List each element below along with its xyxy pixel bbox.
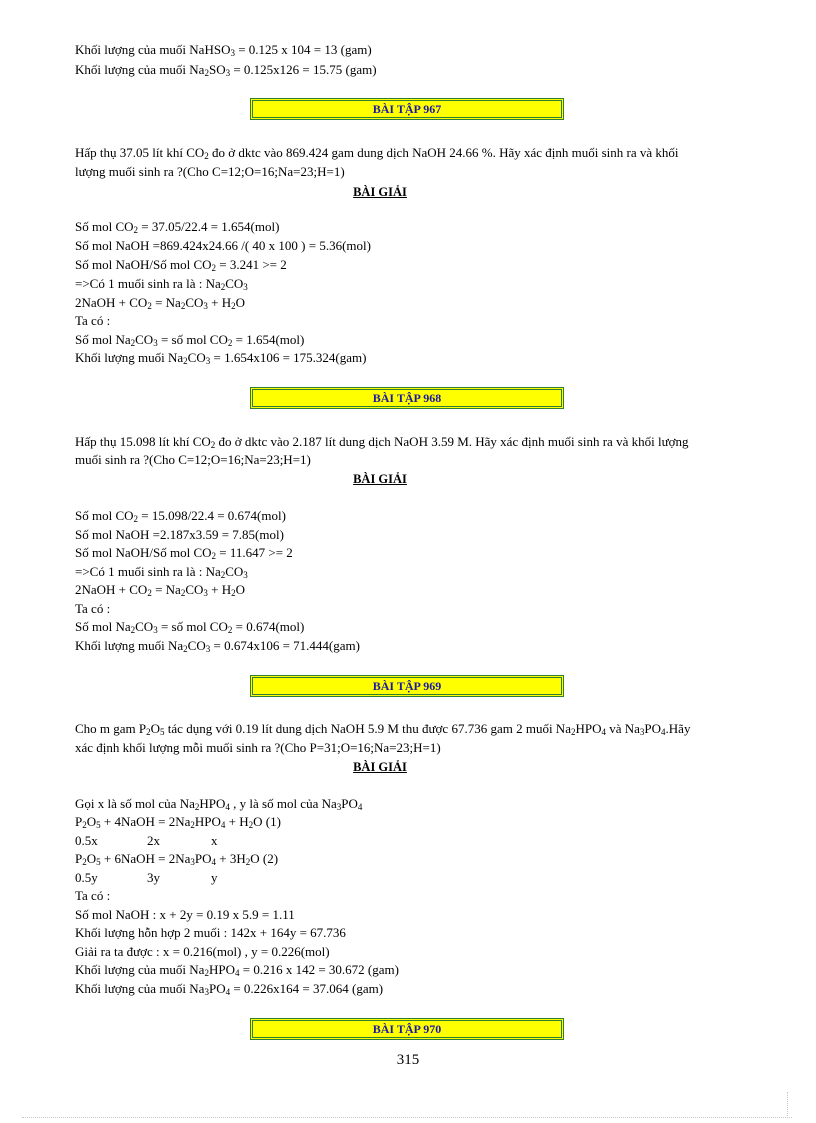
solution-line: Số mol NaOH =869.424x24.66 /( 40 x 100 ) = 5.36(mol) [75,238,371,253]
solution-heading: BÀI GIẢI [353,185,407,199]
solution-line: Khối lượng hỗn hợp 2 muối : 142x + 164y = 67.736 [75,925,346,940]
text-line: Khối lượng của muối NaHSO$_3$ = 0.125 x 104 = 13 (gam) [75,42,372,58]
solution-line: 0.5y 3y y [75,870,218,885]
solution-line: =>Có 1 muối sinh ra là : $Na_2CO_3$ [75,564,248,580]
exercise-title-968: BÀI TẬP 968 [250,387,564,409]
solution-line: Ta có : [75,601,111,616]
problem-text: Cho m gam $P_2O_5$ tác dụng với 0.19 lít dung dịch NaOH 5.9 M thu được 67.736 gam 2 muối $Na_2HPO_4$ và $Na_3PO_4.Hãy$ [75,721,691,737]
text-line: Khối lượng của muối $Na_2SO_3 = 0.125x126 = 15.75$ (gam) [75,62,377,78]
problem-text: Hấp thụ 37.05 lít khí $CO_2$ đo ở dktc vào 869.424 gam dung dịch NaOH 24.66 %. Hãy xác định muối sinh ra và khối [75,145,679,161]
solution-line: Số mol NaOH/Số mol $CO_2 = 3.241 >= 2$ [75,257,287,273]
solution-line: =>Có 1 muối sinh ra là : $Na_2CO_3$ [75,276,248,292]
solution-line: 2NaOH + $CO_2 = Na_2CO_3 + H_2O$ [75,582,246,598]
solution-line: 0.5x 2x x [75,833,218,848]
solution-line: 2NaOH + $CO_2 = Na_2CO_3 + H_2O$ [75,295,246,311]
page-border-dotted-vertical [787,1092,788,1116]
solution-line: Giải ra ta được : x = 0.216(mol) , y = 0.226(mol) [75,944,330,959]
solution-line: Khối lượng của muối $Na_3PO_4 = 0.226x164 = 37.064$ (gam) [75,981,384,997]
problem-text: Hấp thụ 15.098 lít khí $CO_2$ đo ở dktc vào 2.187 lít dung dịch NaOH 3.59 M. Hãy xác định muối sinh ra và khối lượng [75,434,689,450]
problem-text: lượng muối sinh ra ?(Cho C=12;O=16;Na=23;H=1) [75,164,345,179]
solution-line: Số mol $CO_2 = 15.098/22.4 = 0.674(mol)$ [75,508,286,524]
solution-line: Ta có : [75,888,111,903]
page-number: 315 [396,1052,420,1068]
solution-heading: BÀI GIẢI [353,760,407,774]
solution-line: Khối lượng của muối $Na_2HPO_4 = 0.216$ x 142 = 30.672 (gam) [75,962,399,978]
solution-line: $P_2O_5$ + 4NaOH = $2Na_2HPO_4 + H_2O$ (1) [75,814,281,830]
exercise-title-970: BÀI TẬP 970 [250,1018,564,1040]
page-border-dotted [22,1117,792,1118]
problem-text: xác định khối lượng mỗi muối sinh ra ?(Cho P=31;O=16;Na=23;H=1) [75,740,441,755]
solution-line: Số mol $CO_2 = 37.05/22.4 = 1.654(mol)$ [75,219,280,235]
solution-line: Số mol NaOH =2.187x3.59 = 7.85(mol) [75,527,284,542]
solution-line: Số mol $Na_2CO_3$ = số mol $CO_2 = 0.674(mol)$ [75,619,305,635]
solution-line: $P_2O_5$ + 6NaOH = $2Na_3PO_4 + 3H_2O$ (2) [75,851,279,867]
exercise-title-969: BÀI TẬP 969 [250,675,564,697]
solution-line: Khối lượng muối $Na_2CO_3 = 1.654x106 = 175.324(gam)$ [75,350,367,366]
exercise-title-967: BÀI TẬP 967 [250,98,564,120]
solution-heading: BÀI GIẢI [353,472,407,486]
solution-line: Gọi x là số mol của $Na_2HPO_4$ , y là số mol của $Na_3PO_4$ [75,796,363,812]
problem-text: muối sinh ra ?(Cho C=12;O=16;Na=23;H=1) [75,452,311,467]
solution-line: Số mol NaOH : x + 2y = 0.19 x 5.9 = 1.11 [75,907,295,922]
solution-line: Khối lượng muối $Na_2CO_3 = 0.674x106 = 71.444(gam)$ [75,638,360,654]
solution-line: Số mol NaOH/Số mol $CO_2 = 11.647 >= 2$ [75,545,293,561]
solution-line: Số mol $Na_2CO_3$ = số mol $CO_2 = 1.654(mol)$ [75,332,305,348]
solution-line: Ta có : [75,313,111,328]
